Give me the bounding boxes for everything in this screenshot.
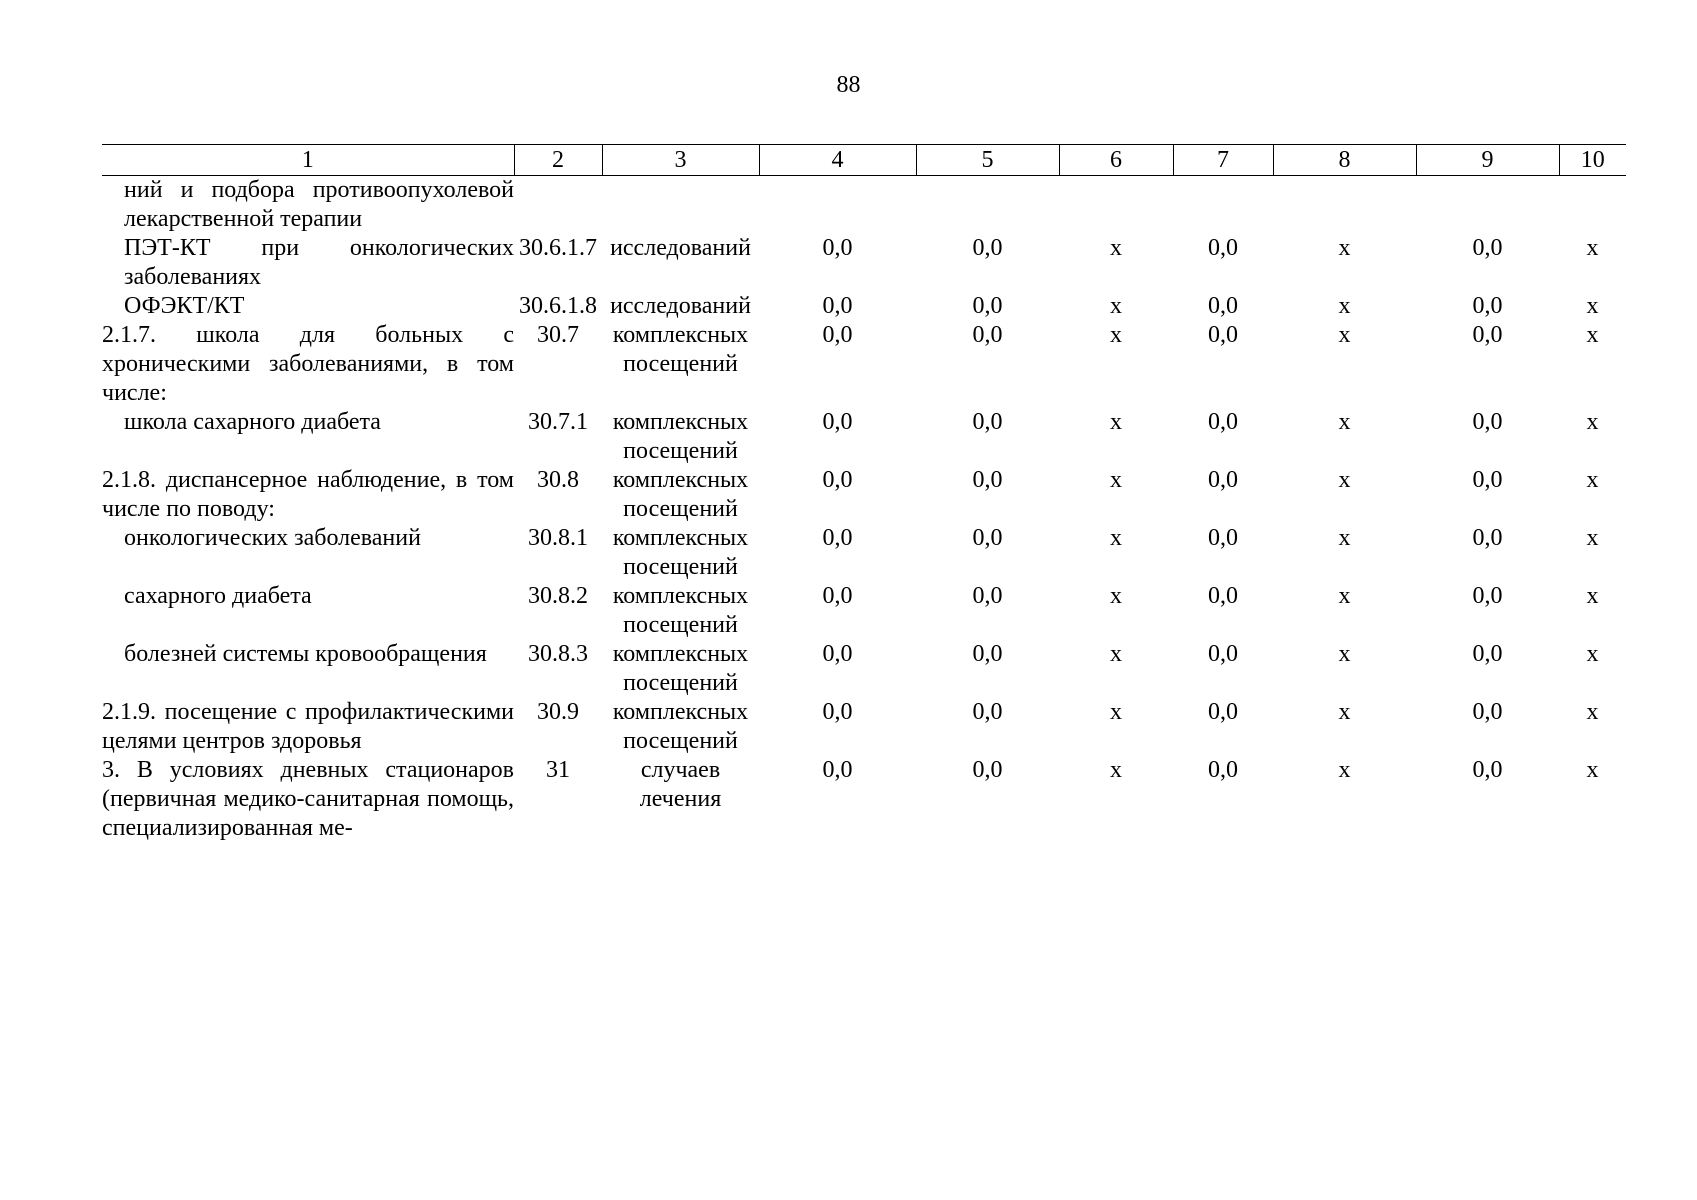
value-col-9: 0,0 [1472, 699, 1503, 725]
value-col-9: 0,0 [1472, 467, 1503, 493]
value-col-6: х [1110, 757, 1122, 783]
row-code: 30.6.1.8 [519, 293, 597, 319]
column-header: 7 [1173, 145, 1273, 176]
value-col-9 [1416, 176, 1559, 235]
table-row [102, 466, 1626, 524]
row-name-cell [102, 524, 514, 582]
value-col-5: 0,0 [972, 293, 1003, 319]
value-col-7: 0,0 [1208, 641, 1238, 667]
value-col-8: х [1338, 699, 1351, 725]
value-col-6: х [1110, 525, 1122, 551]
row-code: 30.7.1 [528, 409, 588, 435]
value-col-8: х [1338, 641, 1351, 667]
value-col-4: 0,0 [822, 525, 853, 551]
row-name: 2.1.7. школа для больных с хроническими заболеваниями, в том числе: [102, 322, 514, 406]
value-col-7 [1173, 176, 1273, 235]
column-header: 1 [102, 145, 514, 176]
column-header: 8 [1273, 145, 1416, 176]
value-col-7: 0,0 [1208, 235, 1238, 261]
row-name: 2.1.9. посещение с профилактическими целями центров здоровья [102, 699, 514, 754]
row-unit: комплексных посещений [612, 583, 749, 638]
row-code: 31 [546, 757, 570, 783]
row-name: школа сахарного диабета [124, 409, 381, 435]
value-col-8: х [1338, 525, 1351, 551]
row-unit: комплексных посещений [612, 322, 749, 377]
value-col-8: х [1338, 467, 1351, 493]
value-col-4: 0,0 [822, 583, 853, 609]
value-col-7: 0,0 [1208, 322, 1238, 348]
value-col-8: х [1338, 409, 1351, 435]
table-row [102, 408, 1626, 466]
table-row [102, 698, 1626, 756]
row-name: болезней системы кровообращения [124, 641, 487, 667]
value-col-7: 0,0 [1208, 699, 1238, 725]
row-unit: комплексных посещений [612, 467, 749, 522]
column-header: 4 [759, 145, 916, 176]
value-col-5: 0,0 [972, 757, 1003, 783]
value-col-10: х [1586, 235, 1599, 261]
table-row [102, 524, 1626, 582]
row-name: ПЭТ-КТ при онкологических заболеваниях [124, 235, 514, 290]
value-col-5: 0,0 [972, 467, 1003, 493]
value-col-9: 0,0 [1472, 757, 1503, 783]
row-name: 2.1.8. диспансерное наблюдение, в том числе по поводу: [102, 467, 514, 522]
row-name-cell [102, 176, 514, 235]
table-body [102, 176, 1626, 844]
value-col-6: х [1110, 293, 1122, 319]
row-name-cell [102, 234, 514, 292]
value-col-7: 0,0 [1208, 409, 1238, 435]
row-unit: комплексных посещений [612, 525, 749, 580]
table-row [102, 640, 1626, 698]
value-col-10: х [1586, 641, 1599, 667]
value-col-10: х [1586, 293, 1599, 319]
value-col-4: 0,0 [822, 293, 853, 319]
value-col-10: х [1586, 757, 1599, 783]
value-col-4: 0,0 [822, 699, 853, 725]
row-name-cell [102, 582, 514, 640]
value-col-10: х [1586, 525, 1599, 551]
value-col-9: 0,0 [1472, 293, 1503, 319]
value-col-4: 0,0 [822, 235, 853, 261]
row-name-cell [102, 321, 514, 408]
table-row [102, 234, 1626, 292]
value-col-7: 0,0 [1208, 525, 1238, 551]
value-col-5: 0,0 [972, 583, 1003, 609]
value-col-9: 0,0 [1472, 409, 1503, 435]
value-col-9: 0,0 [1472, 235, 1503, 261]
row-code: 30.8.3 [528, 641, 588, 667]
row-unit: исследований [610, 293, 751, 319]
value-col-5: 0,0 [972, 699, 1003, 725]
value-col-5: 0,0 [972, 409, 1003, 435]
value-col-4: 0,0 [822, 641, 853, 667]
row-code [514, 176, 602, 235]
table-row [102, 321, 1626, 408]
value-col-6: х [1110, 467, 1122, 493]
row-name: ний и подбора противоопухолевой лекарственной терапии [124, 177, 514, 232]
value-col-9: 0,0 [1472, 525, 1503, 551]
row-code: 30.7 [537, 322, 579, 348]
value-col-4: 0,0 [822, 409, 853, 435]
value-col-5: 0,0 [972, 641, 1003, 667]
value-col-8: х [1338, 235, 1351, 261]
value-col-6: х [1110, 583, 1122, 609]
value-col-7: 0,0 [1208, 293, 1238, 319]
row-name: ОФЭКТ/КТ [124, 293, 245, 319]
value-col-8 [1273, 176, 1416, 235]
row-unit: комплексных посещений [612, 409, 749, 464]
table-header [102, 145, 1626, 176]
page-number: 88 [836, 72, 861, 98]
value-col-9: 0,0 [1472, 641, 1503, 667]
value-col-6: х [1110, 322, 1122, 348]
value-col-9: 0,0 [1472, 583, 1503, 609]
row-name-cell [102, 408, 514, 466]
row-code: 30.9 [537, 699, 579, 725]
row-code: 30.8 [537, 467, 579, 493]
value-col-6: х [1110, 641, 1122, 667]
value-col-8: х [1338, 583, 1351, 609]
column-header: 2 [514, 145, 602, 176]
column-header: 3 [602, 145, 759, 176]
value-col-5: 0,0 [972, 235, 1003, 261]
value-col-4: 0,0 [822, 322, 853, 348]
row-name-cell [102, 640, 514, 698]
column-header: 9 [1416, 145, 1559, 176]
value-col-8: х [1338, 322, 1351, 348]
column-header: 6 [1059, 145, 1173, 176]
value-col-4 [759, 176, 916, 235]
row-unit: комплексных посещений [612, 699, 749, 754]
table-row [102, 292, 1626, 321]
row-name: сахарного диабета [124, 583, 312, 609]
value-col-6: х [1110, 235, 1122, 261]
row-code: 30.8.2 [528, 583, 588, 609]
table-row [102, 582, 1626, 640]
value-col-4: 0,0 [822, 467, 853, 493]
header-row [102, 145, 1626, 176]
row-name-cell [102, 292, 514, 321]
value-col-10 [1559, 176, 1626, 235]
value-col-10: х [1586, 322, 1599, 348]
column-header: 10 [1559, 145, 1626, 176]
row-unit [602, 176, 759, 235]
value-col-8: х [1338, 757, 1351, 783]
value-col-7: 0,0 [1208, 757, 1238, 783]
row-name-cell [102, 756, 514, 843]
value-col-4: 0,0 [822, 757, 853, 783]
value-col-10: х [1586, 699, 1599, 725]
value-col-8: х [1338, 293, 1351, 319]
value-col-7: 0,0 [1208, 583, 1238, 609]
row-name: 3. В условиях дневных стационаров (первичная медико-санитарная помощь, специализированная ме- [102, 757, 514, 841]
row-unit: случаев лечения [639, 757, 722, 812]
value-col-5: 0,0 [972, 525, 1003, 551]
table-row [102, 176, 1626, 235]
value-col-9: 0,0 [1472, 322, 1503, 348]
value-col-6: х [1110, 699, 1122, 725]
value-col-10: х [1586, 583, 1599, 609]
row-unit: комплексных посещений [612, 641, 749, 696]
value-col-6 [1059, 176, 1173, 235]
row-name-cell [102, 698, 514, 756]
value-col-7: 0,0 [1208, 467, 1238, 493]
table-row [102, 756, 1626, 843]
row-code: 30.8.1 [528, 525, 588, 551]
column-header: 5 [916, 145, 1059, 176]
row-name-cell [102, 466, 514, 524]
row-code: 30.6.1.7 [519, 235, 597, 261]
data-table [102, 144, 1626, 843]
value-col-10: х [1586, 409, 1599, 435]
value-col-6: х [1110, 409, 1122, 435]
row-unit: исследований [610, 235, 751, 261]
row-name: онкологических заболеваний [124, 525, 421, 551]
value-col-5 [916, 176, 1059, 235]
value-col-5: 0,0 [972, 322, 1003, 348]
value-col-10: х [1586, 467, 1599, 493]
